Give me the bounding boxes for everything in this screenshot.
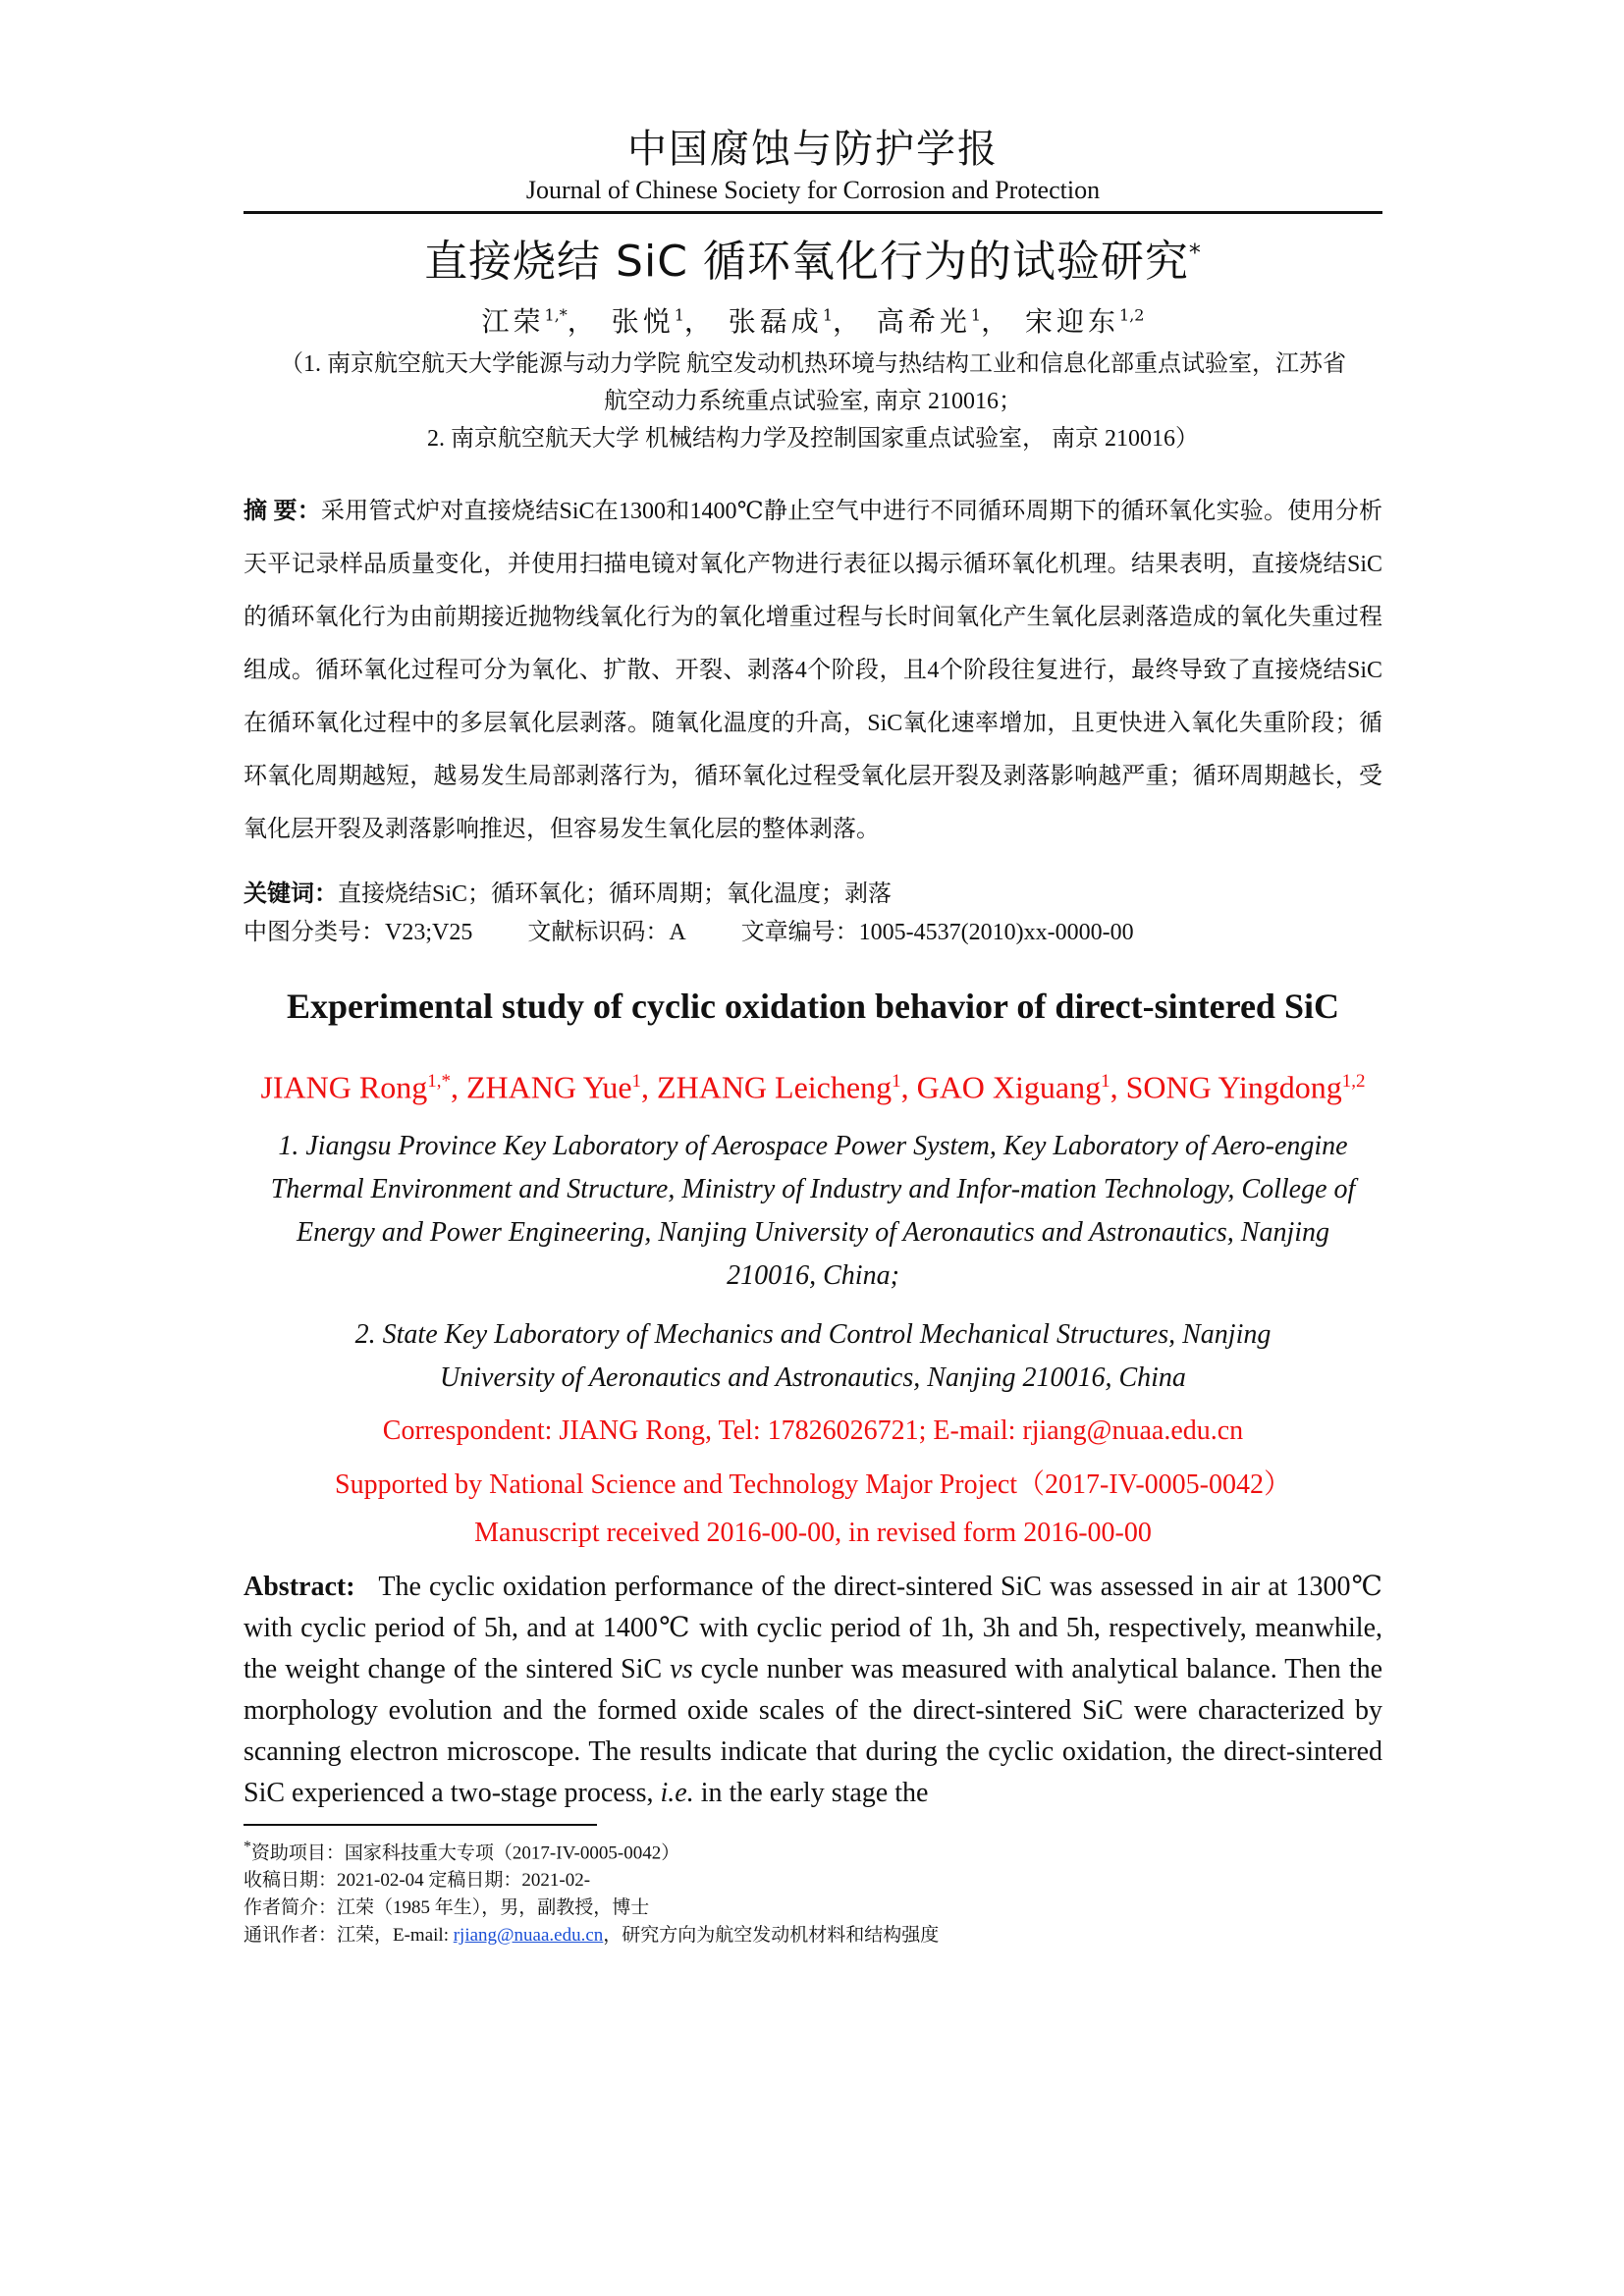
authors-cn: 江荣$^{1,*}$， 张悦$^1$， 张磊成$^1$， 高希光$^1$， 宋迎东$^{1,2}$ <box>481 305 1145 338</box>
footnote-funding: *资助项目：国家科技重大专项（2017-IV-0005-0042） <box>244 1838 680 1863</box>
classification-line <box>244 912 1382 946</box>
funding-info: Supported by National Science and Technology Major Project（2017-IV-0005-0042） <box>335 1468 1291 1500</box>
email-link[interactable]: rjiang@nuaa.edu.cn <box>453 1924 604 1946</box>
author-cn: 张磊成 <box>728 305 823 338</box>
affiliation-en-2: 2. State Key Laboratory of Mechanics and Control Mechanical Structures, Nanjing University of Aeronautics and Astronautics, Nanjing 210016, China <box>354 1318 1272 1393</box>
abstract-cn <box>244 485 1382 856</box>
affiliations-cn <box>244 346 1382 457</box>
footnotes <box>244 1834 1382 1949</box>
affiliation-cn-line: 航空动力系统重点试验室, 南京 210016； <box>604 389 1022 414</box>
author-en: SONG Yingdong <box>1125 1069 1342 1105</box>
footnote-author-bio: 作者简介：江荣（1985 年生），男，副教授，博士 <box>244 1896 650 1918</box>
author-cn: 宋迎东 <box>1025 305 1120 338</box>
author-en: JIANG Rong <box>260 1069 428 1105</box>
affiliation-cn-line: 2. 南京航空航天大学 机械结构力学及控制国家重点试验室， 南京 210016） <box>427 426 1199 452</box>
paper-page <box>244 108 1382 1949</box>
title-footnote-mark: * <box>1188 239 1202 267</box>
footnote-correspondence: 通讯作者：江荣，E-mail: rjiang@nuaa.edu.cn，研究方向为航空发动机材料和结构强度 <box>244 1924 940 1946</box>
abstract-cn-label: 摘 要： <box>244 499 321 524</box>
manuscript-dates: Manuscript received 2016-00-00, in revised form 2016-00-00 <box>474 1517 1152 1548</box>
journal-title-cn: 中国腐蚀与防护学报 <box>627 127 999 171</box>
footnote-rule <box>244 1824 597 1826</box>
article-title-en: Experimental study of cyclic oxidation behavior of direct-sintered SiC <box>287 987 1339 1026</box>
footnote-dates: 收稿日期：2021-02-04 定稿日期：2021-02- <box>244 1869 591 1891</box>
affiliation-en-1: 1. Jiangsu Province Key Laboratory of Aerospace Power System, Key Laboratory of Aero-engine Thermal Environment and Structure, Ministry of Industry and Infor-mation Technology, College of Energy and Power Engineering, Nanjing University of Aeronautics and Astronautics, Nanjing 210016, China; <box>270 1130 1356 1291</box>
article-title-cn: 直接烧结 SiC 循环氧化行为的试验研究* <box>424 237 1202 287</box>
abstract-cn-text: 采用管式炉对直接烧结SiC在1300和1400℃静止空气中进行不同循环周期下的循环氧化实验。使用分析天平记录样品质量变化，并使用扫描电镜对氧化产物进行表征以揭示循环氧化机理。结果表明，直接烧结SiC的循环氧化行为由前期接近抛物线氧化行为的氧化增重过程与长时间氧化产生氧化层剥落造成的氧化失重过程组成。循环氧化过程可分为氧化、扩散、开裂、剥落4个阶段，且4个阶段往复进行，最终导致了直接烧结SiC在循环氧化过程中的多层氧化层剥落。随氧化温度的升高，SiC氧化速率增加，且更快进入氧化失重阶段；循环氧化周期越短，越易发生局部剥落行为，循环氧化过程受氧化层开裂及剥落影响越严重；循环周期越长，受氧化层开裂及剥落影响推迟，但容易发生氧化层的整体剥落。 <box>244 499 1383 842</box>
keywords-cn-text: 直接烧结SiC；循环氧化；循环周期；氧化温度；剥落 <box>338 881 893 907</box>
abstract-en-label: Abstract: <box>244 1571 355 1602</box>
clc-number: 中图分类号：V23;V25 <box>244 920 473 945</box>
authors-en: JIANG Rong$^{1,*}$, ZHANG Yue$^1$, ZHANG Leicheng$^1$, GAO Xiguang$^1$, SONG Yingdong$^{1,2}$ <box>260 1069 1366 1105</box>
author-cn: 张悦 <box>611 305 675 338</box>
keywords-cn <box>244 874 1382 908</box>
author-cn: 高希光 <box>876 305 971 338</box>
journal-title-en: Journal of Chinese Society for Corrosion and Protection <box>525 176 1101 204</box>
author-en: ZHANG Yue <box>465 1069 632 1105</box>
header-rule <box>244 211 1382 214</box>
author-cn: 江荣 <box>481 305 545 338</box>
keywords-cn-label: 关键词： <box>244 881 338 907</box>
document-code: 文献标识码：A <box>527 920 686 945</box>
abstract-en: Abstract: The cyclic oxidation performance of the direct-sintered SiC was assessed in air at 1300℃ with cyclic period of 5h, and at 1400℃ with cyclic period of 1h, 3h and 5h, respectively, meanwhile, the weight change of the sintered SiC vs cycle nunber was measured with analytical balance. Then the morphology evolution and the formed oxide scales of the direct-sintered SiC were characterized by scanning electron microscope. The results indicate that during the cyclic oxidation, the direct-sintered SiC experienced a two-stage process, i.e. in the early stage the <box>244 1571 1383 1808</box>
author-en: GAO Xiguang <box>916 1069 1102 1105</box>
author-en: ZHANG Leicheng <box>657 1069 893 1105</box>
affiliation-cn-line: （1. 南京航空航天大学能源与动力学院 航空发动机热环境与热结构工业和信息化部重点试验室，江苏省 <box>280 351 1346 377</box>
article-number: 文章编号：1005-4537(2010)xx-0000-00 <box>740 920 1134 945</box>
correspondent-info: Correspondent: JIANG Rong, Tel: 17826026721; E-mail: rjiang@nuaa.edu.cn <box>382 1415 1244 1446</box>
